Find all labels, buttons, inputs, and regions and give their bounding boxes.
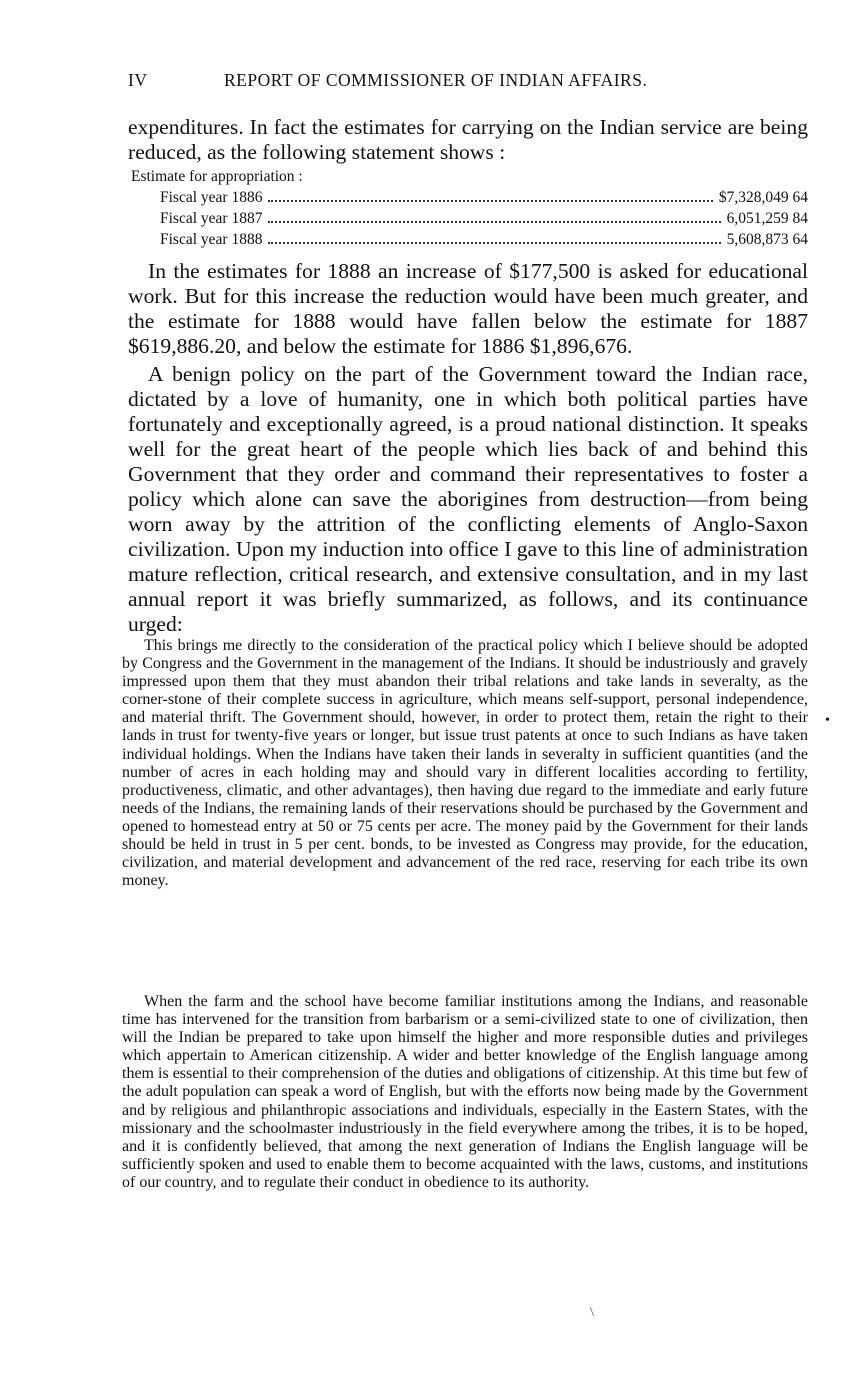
dot-leader <box>268 221 720 223</box>
estimate-label: Estimate for appropriation : <box>131 168 303 185</box>
estimate-amount: 5,608,873 64 <box>726 231 808 248</box>
paragraph-1 <box>128 115 808 165</box>
margin-speck-icon: • <box>825 713 830 728</box>
running-title: REPORT OF COMMISSIONER OF INDIAN AFFAIRS. <box>224 70 648 90</box>
estimate-table <box>160 189 808 252</box>
estimate-row <box>160 189 808 210</box>
dot-leader <box>268 242 720 244</box>
paragraph-2 <box>128 259 808 359</box>
margin-tick-icon: \ <box>590 1305 594 1320</box>
estimate-row <box>160 210 808 231</box>
block-quote-1 <box>122 637 808 890</box>
estimate-amount: 6,051,259 84 <box>726 210 808 227</box>
paragraph-3-text: A benign policy on the part of the Government toward the Indian race, dictated by a love of humanity, one in which both political parties have fortunately and exceptionally agreed, is a proud national distinction. It speaks well for the great heart of the people which lies back of and behind this Government that they order and command their representatives to foster a policy which alone can save the aborigines from destruction—from being worn away by the attrition of the conflicting elements of Anglo-Saxon civilization. Upon my induction into office I gave to this line of administration mature reflection, critical research, and extensive consultation, and in my last annual report it was briefly summarized, as follows, and its continuance urged: <box>128 362 808 636</box>
paragraph-3 <box>128 362 808 637</box>
dot-leader <box>268 200 712 202</box>
paragraph-1-text: expenditures. In fact the estimates for carrying on the Indian service are being reduced, as the following statement shows : <box>128 115 808 164</box>
paragraph-2-text: In the estimates for 1888 an increase of $177,500 is asked for educational work. But for this increase the reduction would have been much greater, and the estimate for 1888 would have fallen below the estimate for 1887 $619,886.20, and below the estimate for 1886 $1,896,676. <box>128 259 808 358</box>
estimate-year: Fiscal year 1886 <box>160 189 263 206</box>
quote-1-text: This brings me directly to the consideration of the practical policy which I believe should be adopted by Congress and the Government in the management of the Indians. It should be industriously and gravely impressed upon them that they must abandon their tribal relations and take lands in severalty, as the corner-stone of their complete success in agriculture, which means self-support, personal independence, and material thrift. The Government should, however, in order to protect them, retain the right to their lands in trust for twenty-five years or longer, but issue trust patents at once to such Indians as have taken individual holdings. When the Indians have taken their lands in severalty in sufficient quantities (and the number of acres in each holding may and should vary in different localities according to fertility, productiveness, climatic, and other advantages), then having due regard to the immediate and early future needs of the Indians, the remaining lands of their reservations should be purchased by the Government and opened to homestead entry at 50 or 75 cents per acre. The money paid by the Government for their lands should be held in trust in 5 per cent. bonds, to be invested as Congress may provide, for the education, civilization, and material development and advancement of the red race, reserving for each tribe its own money. <box>122 637 808 890</box>
estimate-year: Fiscal year 1887 <box>160 210 263 227</box>
estimate-year: Fiscal year 1888 <box>160 231 263 248</box>
page-number: IV <box>128 70 148 90</box>
estimate-row <box>160 231 808 252</box>
estimate-amount: $7,328,049 64 <box>718 189 808 206</box>
block-quote-2 <box>122 993 808 1192</box>
quote-2-text: When the farm and the school have become familiar institutions among the Indians, and reasonable time has intervened for the transition from barbarism or a semi-civilized state to one of civilization, then will the Indian be prepared to take upon himself the higher and more responsible duties and privileges which appertain to American citizenship. A wider and better knowledge of the English language among them is essential to their comprehension of the duties and obligations of citizenship. At this time but few of the adult population can speak a word of English, but with the efforts now being made by the Government and by religious and philanthropic associations and individuals, especially in the Eastern States, with the missionary and the schoolmaster industriously in the field everywhere among the tribes, it is to be hoped, and it is confidently believed, that among the next generation of Indians the English language will be sufficiently spoken and used to enable them to become acquainted with the laws, customs, and institutions of our country, and to regulate their conduct in obedience to its authority. <box>122 993 808 1191</box>
